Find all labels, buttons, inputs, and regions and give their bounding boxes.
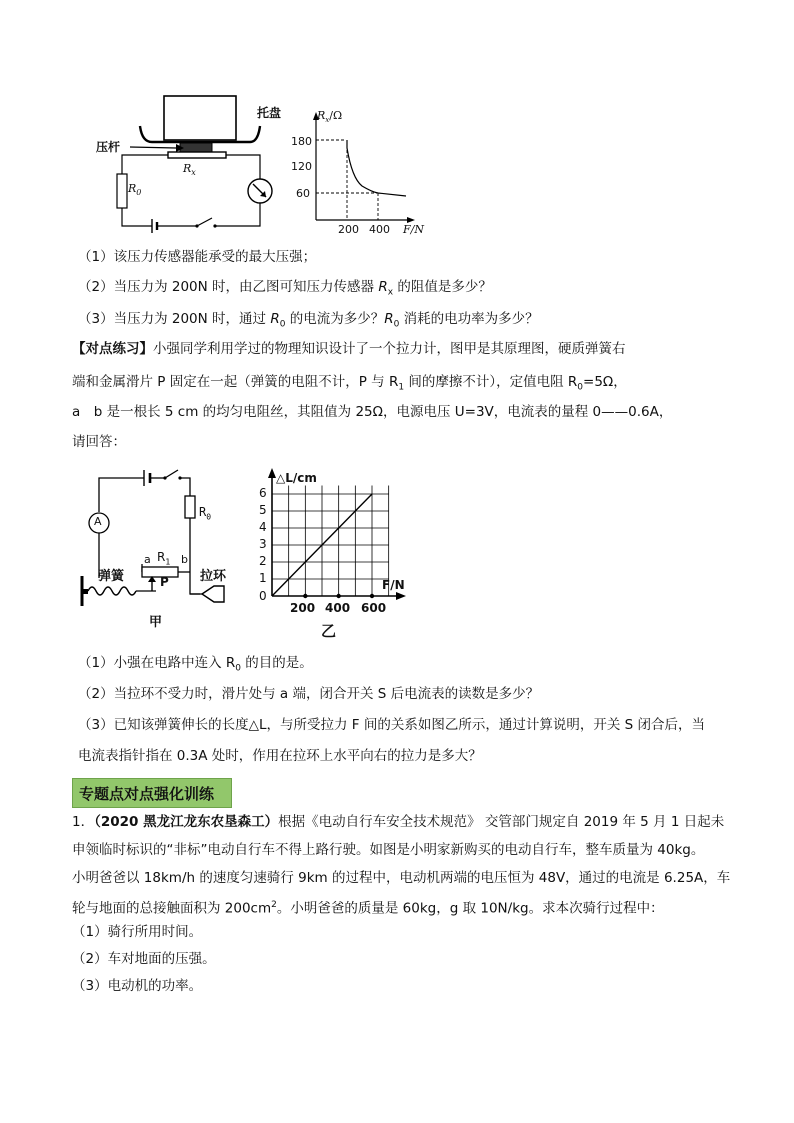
fig2-r1: $R_1$ bbox=[157, 550, 171, 567]
practice-line1: 【对点练习】小强同学利用学过的物理知识设计了一个拉力计，图甲是其原理图，硬质弹簧右 bbox=[72, 341, 626, 357]
q1-line1: （1）该压力传感器能承受的最大压强； bbox=[78, 249, 317, 265]
ex1-line1: 1．（2020 黑龙江龙东农垦森工）根据《电动自行车安全技术规范》 交管部门规定自 2019 年 5 月 1 日起未 bbox=[72, 814, 725, 830]
graph3-xtick-400: 400 bbox=[325, 601, 351, 615]
graph3-xtick-mark bbox=[303, 594, 307, 598]
graph3-xtick-mark bbox=[370, 594, 374, 598]
section-banner bbox=[72, 778, 232, 808]
graph1-ytick-120: 120 bbox=[291, 160, 312, 173]
graph1-xtick-200: 200 bbox=[338, 223, 359, 236]
fig2-ring-label: 拉环 bbox=[200, 569, 227, 584]
graph3-ytick-1: 1 bbox=[259, 571, 267, 585]
ex1-sub3: （3）电动机的功率。 bbox=[72, 978, 203, 994]
section-banner-title: 专题点对点强化训练 bbox=[79, 785, 215, 803]
q2-line2: （2）当拉环不受力时，滑片处与 a 端，闭合开关 S 后电流表的读数是多少？ bbox=[78, 686, 540, 702]
practice-line2: 端和金属滑片 P 固定在一起（弹簧的电阻不计，P 与 $R_1$ 间的摩擦不计），定值电阻 $R_0=5\Omega$， bbox=[72, 374, 627, 393]
elongation-force-graph bbox=[252, 466, 412, 616]
practice-line3: a b 是一根长 5 cm 的均匀电阻丝，其阻值为 25Ω，电源电压 U=3V，电流表的量程 0——0.6A， bbox=[72, 404, 673, 420]
q2-line4: 电流表指针指在 0.3A 处时，作用在拉环上水平向右的拉力是多大？ bbox=[78, 748, 482, 764]
graph3-grid bbox=[272, 486, 389, 597]
graph3-xtick-200: 200 bbox=[290, 601, 316, 615]
graph3-ytick-5: 5 bbox=[259, 503, 267, 517]
ex1-sub2: （2）车对地面的压强。 bbox=[72, 951, 216, 967]
tension-meter-circuit-figure bbox=[72, 460, 242, 620]
ex1-line4: 轮与地面的总接触面积为 $200cm^2$。小明爸爸的质量是 60kg，g 取 10N/kg。求本次骑行过程中： bbox=[72, 900, 664, 917]
graph3-ytick-3: 3 bbox=[259, 537, 267, 551]
q1-line2: （2）当压力为 200N 时，由乙图可知压力传感器 $R_x$ 的阻值是多少？ bbox=[78, 279, 492, 298]
r0-label: $R_0$ bbox=[128, 182, 142, 198]
q2-line3: （3）已知该弹簧伸长的长度△L，与所受拉力 F 间的关系如图乙所示，通过计算说明，开关 S 闭合后，当 bbox=[78, 717, 705, 733]
graph3-xtick-mark bbox=[336, 594, 340, 598]
graph1-xlabel: F/N bbox=[403, 223, 424, 236]
fig2-a: a bbox=[144, 553, 151, 566]
fig2-spring-label: 弹簧 bbox=[98, 569, 125, 584]
fig2-r0: $R_0$ bbox=[199, 505, 212, 522]
fig2-caption: 甲 bbox=[149, 615, 163, 630]
graph3-xlabel: F/N bbox=[382, 578, 405, 592]
ammeter-icon: A bbox=[94, 515, 102, 528]
graph3-ytick-4: 4 bbox=[259, 520, 267, 534]
graph3-xtick-600: 600 bbox=[361, 601, 387, 615]
graph1-ytick-60: 60 bbox=[296, 187, 310, 200]
fig2-b: b bbox=[181, 553, 188, 566]
graph3-ytick-6: 6 bbox=[259, 486, 267, 500]
graph1-ylabel: $R_x/\Omega$ bbox=[317, 109, 343, 125]
graph3-ytick-0: 0 bbox=[259, 589, 267, 603]
q2-line1: （1）小强在电路中连入 $R_0$ 的目的是。 bbox=[78, 655, 313, 674]
practice-line4: 请回答： bbox=[72, 434, 126, 450]
ex1-line3: 小明爸爸以 18km/h 的速度匀速骑行 9km 的过程中，电动机两端的电压恒为 48V，通过的电流是 6.25A，车 bbox=[72, 870, 731, 886]
graph1-xtick-400: 400 bbox=[369, 223, 390, 236]
rod-label: 压杆 bbox=[96, 140, 121, 154]
graph3-caption: 乙 bbox=[321, 622, 337, 640]
ex1-sub1: （1）骑行所用时间。 bbox=[72, 924, 203, 940]
fig2-p: P bbox=[160, 575, 169, 589]
graph3-ylabel: △L/cm bbox=[276, 471, 317, 485]
tray-label: 托盘 bbox=[257, 106, 282, 120]
q1-line3: （3）当压力为 200N 时，通过 $R_0$ 的电流为多少？$R_0$ 消耗的电功率为多少？ bbox=[78, 311, 539, 330]
ex1-line2: 申领临时标识的“非标”电动自行车不得上路行驶。如图是小明家新购买的电动自行车，整车质量为 40kg。 bbox=[72, 842, 705, 858]
graph1-ytick-180: 180 bbox=[291, 135, 312, 148]
rx-label: $R_x$ bbox=[183, 162, 196, 178]
graph3-ytick-2: 2 bbox=[259, 554, 267, 568]
